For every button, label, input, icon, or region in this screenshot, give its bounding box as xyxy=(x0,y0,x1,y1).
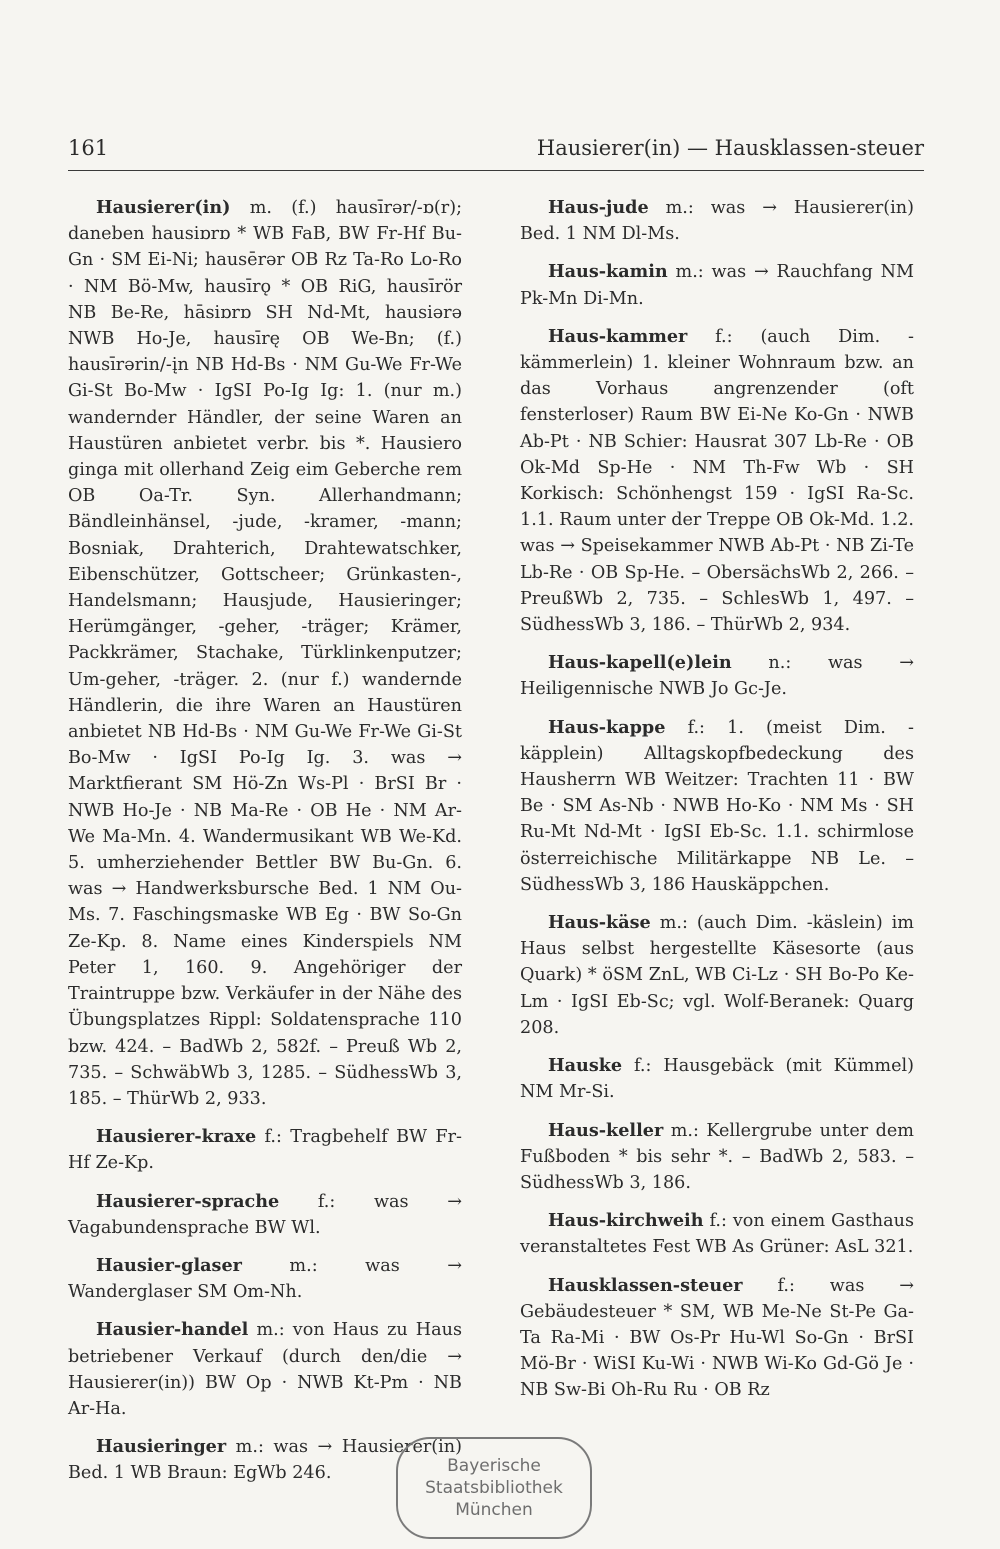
entry-body: f.: (auch Dim. -kämmerlein) 1. kleiner Wohnraum bzw. an das Vorhaus angrenzender (oft fensterloser) Raum BW Ei-Ne Ko-Gn · NWB Ab-Pt · NB Schier: Hausrat 307 Lb-Re · OB Ok-Md Sp-He · NM Th-Fw Wb · SH Korkisch: Schönhengst 159 · IgSI Ra-Sc. 1.1. Raum unter der Treppe OB Ok-Md. 1.2. was → Speisekammer NWB Ab-Pt · NB Zi-Te Lb-Re · OB Sp-He. – ObersächsWb 2, 266. – PreußWb 2, 735. – SchlesWb 1, 497. – SüdhessWb 3, 186. – ThürWb 2, 934. xyxy=(520,326,914,636)
stamp-line: München xyxy=(455,1500,533,1520)
entry-body: f.: 1. (meist Dim. -käpplein) Alltagskopfbedeckung des Hausherrn WB Weitzer: Trachten 11 · BW Be · SM As-Nb · NWB Ho-Ko · NM Ms · SH Ru-Mt Nd-Mt · IgSI Eb-Sc. 1.1. schirmlose österreichische Militärkappe NB Le. – SüdhessWb 3, 186 Hauskäppchen. xyxy=(520,717,914,895)
entry-body: m.: was → Hausierer(in) Bed. 1 WB Braun: EgWb 246. xyxy=(68,1437,462,1484)
dictionary-entry xyxy=(520,1053,914,1105)
entry-body: f.: von einem Gasthaus veranstaltetes Fest WB As Grüner: AsL 321. xyxy=(520,1211,914,1258)
entry-body: m.: (auch Dim. -käslein) im Haus selbst hergestellte Käsesorte (aus Quark) * öSM ZnL, WB Ci-Lz · SH Bo-Po Ke-Lm · IgSI Eb-Sc; vgl. Wolf-Beranek: Quarg 208. xyxy=(520,913,914,1038)
dictionary-entry xyxy=(520,650,914,702)
entry-body: f.: Tragbehelf BW Fr-Hf Ze-Kp. xyxy=(68,1127,462,1174)
headword: Haus-kappe xyxy=(548,716,666,738)
dictionary-entry xyxy=(520,910,914,1041)
entry-body: m.: was → Hausierer(in) Bed. 1 NM Dl-Ms. xyxy=(520,198,914,245)
headword: Haus-kirchweih xyxy=(548,1210,704,1232)
entry-body: f.: was → Vagabundensprache BW Wl. xyxy=(68,1191,462,1238)
dictionary-entry xyxy=(68,1124,462,1176)
page-header xyxy=(68,136,924,171)
dictionary-entry xyxy=(68,195,462,1112)
entry-body: f.: Hausgebäck (mit Kümmel) NM Mr-Si. xyxy=(520,1056,914,1103)
entry-body: m.: von Haus zu Haus betriebener Verkauf (durch den/die → Hausierer(in)) BW Op · NWB Kt-Pm · NB Ar-Ha. xyxy=(68,1320,462,1419)
headword: Haus-keller xyxy=(548,1119,664,1141)
headword: Haus-kamin xyxy=(548,261,668,283)
library-stamp xyxy=(396,1437,592,1539)
page-number: 161 xyxy=(68,136,109,160)
dictionary-entry xyxy=(520,1118,914,1197)
dictionary-entry xyxy=(520,324,914,638)
entry-body: m.: Kellergrube unter dem Fußboden * bis sehr *. – BadWb 2, 583. – SüdhessWb 3, 186. xyxy=(520,1120,914,1193)
dictionary-entry xyxy=(520,195,914,247)
headword: Hauske xyxy=(548,1055,623,1077)
headword: Hausier-handel xyxy=(96,1319,249,1341)
headword: Haus-kapell(e)lein xyxy=(548,652,732,674)
headword: Hausierer-kraxe xyxy=(96,1126,257,1148)
dictionary-entry xyxy=(68,1253,462,1305)
right-column xyxy=(520,195,914,1416)
stamp-line: Bayerische xyxy=(447,1456,541,1476)
headword: Hausierer-sprache xyxy=(96,1190,280,1212)
entry-body: m. (f.) hausīrər/-ɒ(r); daneben hausiɒrɒ * WB FaB, BW Fr-Hf Bu-Gn · SM Ei-Ni; hausērər OB Rz Ta-Ro Lo-Ro · NM Bö-Mw, hausīrǫ * OB RiG, hausīrör NB Be-Re, hāsiɒrɒ SH Nd-Mt, hausiərə NWB Ho-Je, hausīrę OB We-Bn; (f.) hausīrərin/-įn NB Hd-Bs · NM Gu-We Fr-We Gi-St Bo-Mw · IgSI Po-Ig Ig: 1. (nur m.) wandernder Händler, der seine Waren an Haustüren anbietet verbr. bis *. Hausiero ginga mit ollerhand Zeig eim Geberche rem OB Oa-Tr. Syn. Allerhandmann; Bändleinhänsel, -jude, -kramer, -mann; Bosniak, Drahterich, Drahtewatschker, Eibenschützer, Gottscheer; Grünkasten-, Handelsmann; Hausjude, Hausieringer; Herümgänger, -geher, -träger; Krämer, Packkrämer, Stachake, Türklinkenputzer; Um-geher, -träger. 2. (nur f.) wandernde Händlerin, die ihre Waren an Haustüren anbietet NB Hd-Bs · NM Gu-We Fr-We Gi-St Bo-Mw · IgSI Po-Ig Ig. 3. was → Marktfierant SM Hö-Zn Ws-Pl · BrSI Br · NWB Ho-Je · NB Ma-Re · OB He · NM Ar-We Ma-Mn. 4. Wandermusikant WB We-Kd. 5. umherziehender Bettler BW Bu-Gn. 6. was → Handwerksbursche Bed. 1 NM Ou-Ms. 7. Faschingsmaske WB Eg · BW So-Gn Ze-Kp. 8. Name eines Kinderspiels NM Peter 1, 160. 9. Angehöriger der Traintruppe bzw. Verkäufer in der Nähe des Übungsplatzes Rippl: Soldatensprache 110 bzw. 424. – BadWb 2, 582f. – Preuß Wb 2, 735. – SchwäbWb 3, 1285. – SüdhessWb 3, 185. – ThürWb 2, 933. xyxy=(68,198,462,1109)
headword: Hausklassen-steuer xyxy=(548,1274,743,1296)
headword: Hausieringer xyxy=(96,1436,227,1458)
dictionary-entry xyxy=(68,1317,462,1422)
running-head: Hausierer(in) — Hausklassen-steuer xyxy=(536,136,924,160)
headword: Haus-käse xyxy=(548,912,651,934)
headword: Haus-kammer xyxy=(548,325,688,347)
stamp-line: Staatsbibliothek xyxy=(425,1478,563,1498)
headword: Haus-jude xyxy=(548,197,649,218)
left-column xyxy=(68,195,462,1499)
dictionary-entry xyxy=(68,1189,462,1241)
entry-body: m.: was → Wanderglaser SM Om-Nh. xyxy=(68,1255,462,1303)
headword: Hausier-glaser xyxy=(96,1254,242,1276)
dictionary-entry xyxy=(520,1273,914,1404)
dictionary-entry xyxy=(520,259,914,311)
headword: Hausierer(in) xyxy=(96,197,231,218)
entry-body: f.: was → Gebäudesteuer * SM, WB Me-Ne St-Pe Ga-Ta Ra-Mi · BW Os-Pr Hu-Wl So-Gn · BrSI Mö-Br · WiSI Ku-Wi · NWB Wi-Ko Gd-Gö Je · NB Sw-Bi Oh-Ru Ru · OB Rz xyxy=(520,1275,914,1401)
entry-body: m.: was → Rauchfang NM Pk-Mn Di-Mn. xyxy=(520,262,914,309)
dictionary-entry xyxy=(520,715,914,898)
entry-body: n.: was → Heiligennische NWB Jo Gc-Je. xyxy=(520,653,914,700)
dictionary-entry xyxy=(520,1208,914,1260)
